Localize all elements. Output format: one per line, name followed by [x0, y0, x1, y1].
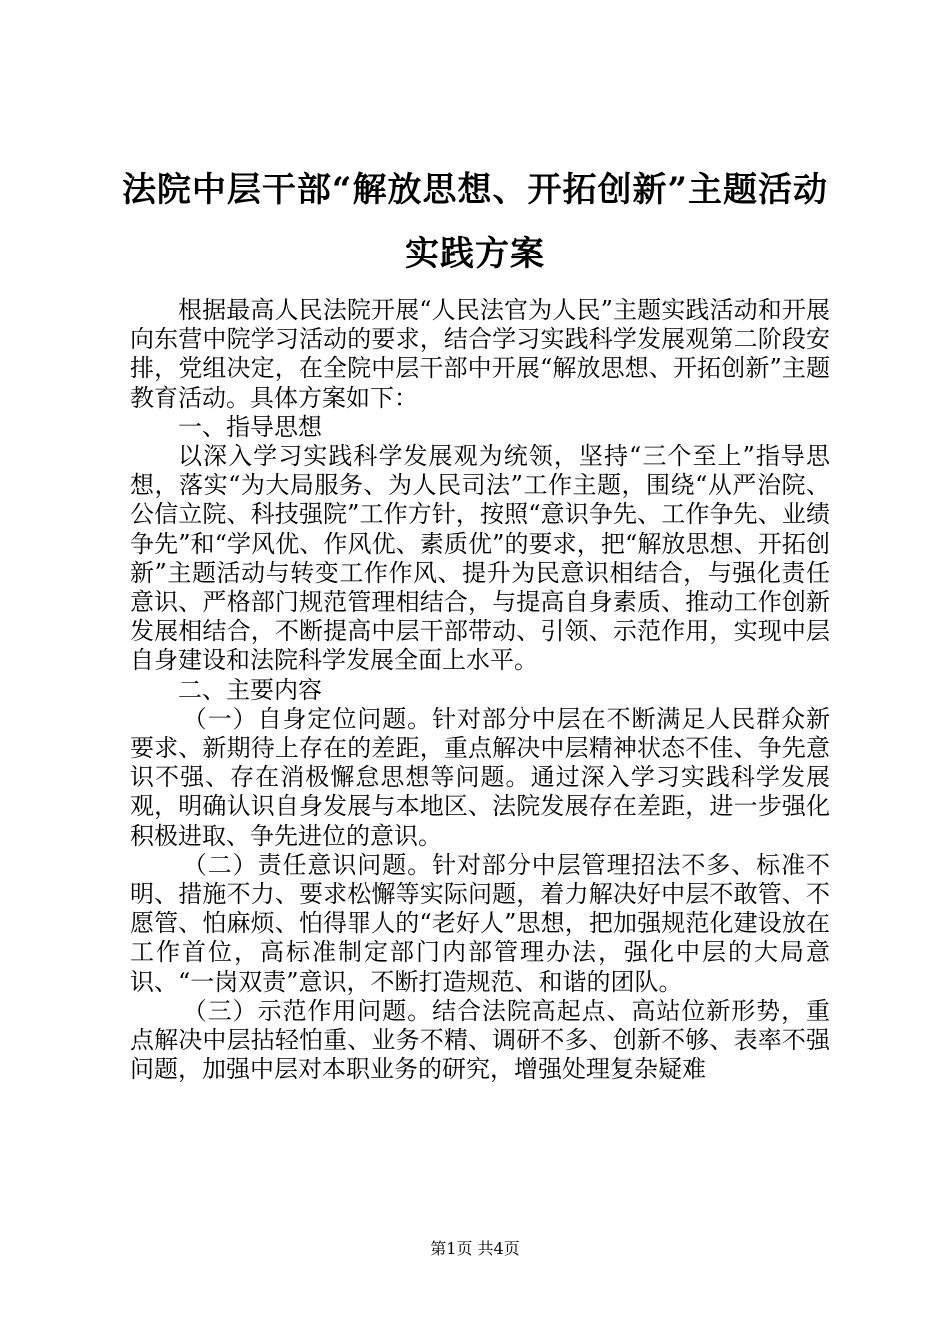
section-heading-guiding-thought: 一、指导思想	[178, 412, 322, 441]
subsection-self-positioning: （一）自身定位问题。针对部分中层在不断满足人民群众新要求、新期待上存在的差距，重点解决中层精神状态不佳、争先意识不强、存在消极懈怠思想等问题。通过深入学习实践科学发展观，明确认识自身发展与本地区、法院发展存在差距，进一步强化积极进取、争先进位的意识。	[130, 704, 830, 850]
intro-paragraph: 根据最高人民法院开展“人民法官为人民”主题实践活动和开展向东营中院学习活动的要求，结合学习实践科学发展观第二阶段安排，党组决定，在全院中层干部中开展“解放思想、开拓创新”主题教育活动。具体方案如下：	[130, 296, 830, 412]
subsection-responsibility: （二）责任意识问题。针对部分中层管理招法不多、标准不明、措施不力、要求松懈等实际问题，着力解决好中层不敢管、不愿管、怕麻烦、怕得罪人的“老好人”思想，把加强规范化建设放在工作首位，高标准制定部门内部管理办法，强化中层的大局意识、“一岗双责”意识，不断打造规范、和谐的团队。	[130, 850, 830, 996]
section-heading-main-content: 二、主要内容	[178, 675, 322, 704]
guiding-thought-paragraph: 以深入学习实践科学发展观为统领，坚持“三个至上”指导思想，落实“为大局服务、为人民司法”工作主题，围绕“从严治院、公信立院、科技强院”工作方针，按照“意识争先、工作争先、业绩争先”和“学风优、作风优、素质优”的要求，把“解放思想、开拓创新”主题活动与转变工作作风、提升为民意识相结合，与强化责任意识、严格部门规范管理相结合，与提高自身素质、推动工作创新发展相结合，不断提高中层干部带动、引领、示范作用，实现中层自身建设和法院科学发展全面上水平。	[130, 442, 830, 675]
page-footer: 第1页 共4页	[430, 1239, 520, 1258]
subsection-exemplary-role: （三）示范作用问题。结合法院高起点、高站位新形势，重点解决中层拈轻怕重、业务不精、调研不多、创新不够、表率不强问题，加强中层对本职业务的研究，增强处理复杂疑难	[130, 996, 830, 1084]
document-title: 法院中层干部“解放思想、开拓创新”主题活动实践方案	[121, 170, 829, 274]
document-body	[130, 296, 830, 1084]
